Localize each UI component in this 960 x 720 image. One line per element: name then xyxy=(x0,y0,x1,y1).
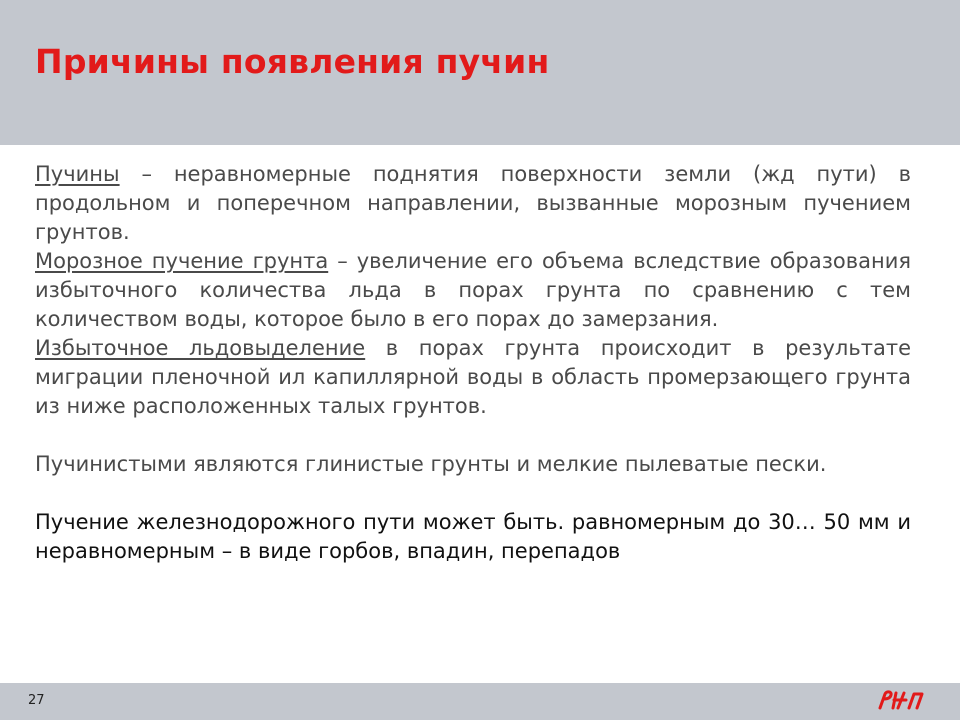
paragraph-puchiny xyxy=(35,160,911,247)
paragraph-heaving-soils: Пучинистыми являются глинистые грунты и мелкие пылеватые пески. xyxy=(35,452,827,476)
paragraph-track-heave: Пучение железнодорожного пути может быть. равномерным до 30… 50 мм и неравномерным – в виде горбов, впадин, перепадов xyxy=(35,510,911,563)
paragraph-frost-heave xyxy=(35,247,911,334)
spacer xyxy=(35,479,911,508)
term-frost-heave: Морозное пучение грунта xyxy=(35,249,329,273)
page-number: 27 xyxy=(28,693,45,708)
rzd-logo-icon xyxy=(876,686,926,712)
definition-puchiny: – неравномерные поднятия поверхности земли (жд пути) в продольном и поперечном направлении, вызванные морозным пучением грунтов. xyxy=(35,162,911,244)
definition-frost-heave: – увеличение его объема вследствие образования избыточного количества льда в порах грунта по сравнению с тем количеством воды, которое было в его порах до замерзания. xyxy=(35,249,911,331)
paragraph-ice-segregation xyxy=(35,334,911,421)
spacer xyxy=(35,421,911,450)
slide-header xyxy=(0,0,960,145)
term-ice-segregation: Избыточное льдовыделение xyxy=(35,336,366,360)
slide-title: Причины появления пучин xyxy=(35,42,550,81)
slide-body xyxy=(35,160,911,566)
term-puchiny: Пучины xyxy=(35,162,120,186)
definition-ice-segregation: в порах грунта происходит в результате миграции пленочной ил капиллярной воды в область промерзающего грунта из ниже расположенных талых грунтов. xyxy=(35,336,911,418)
slide-footer xyxy=(0,683,960,720)
